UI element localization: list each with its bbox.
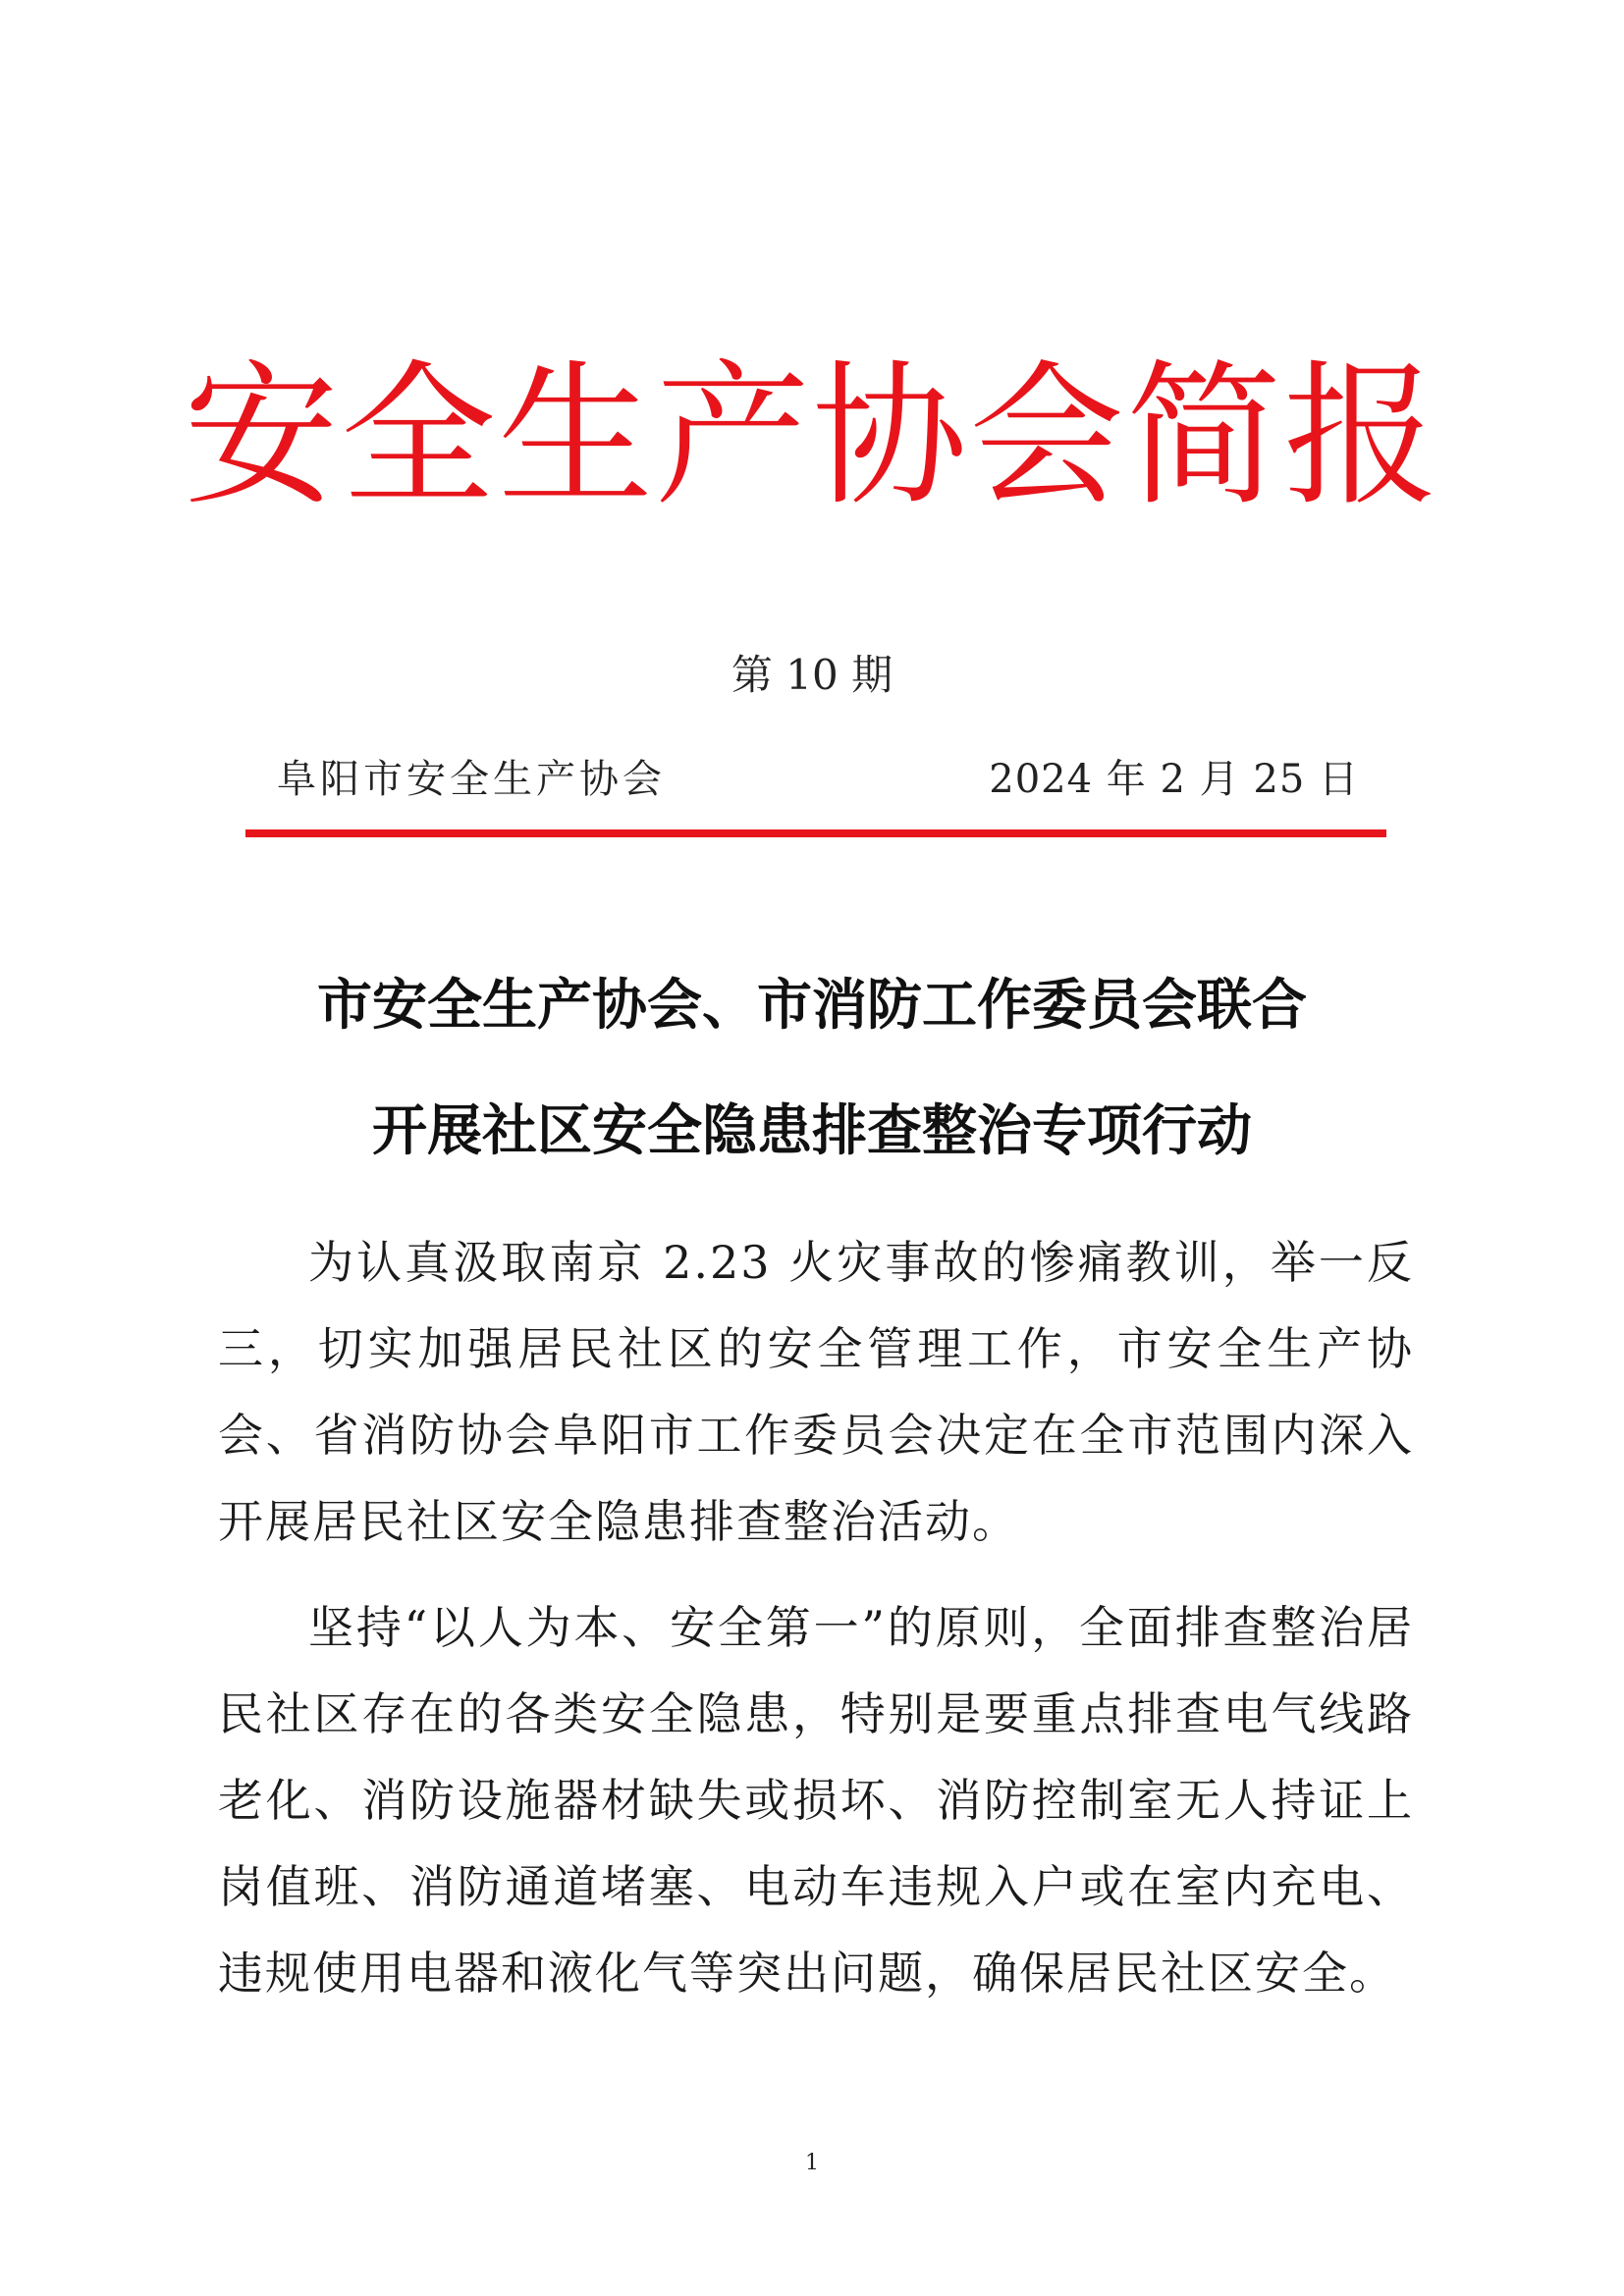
bulletin-masthead-title: 安全生产协会简报 — [184, 347, 1440, 527]
article-headline-line-1: 市安全生产协会、市消防工作委员会联合 — [317, 974, 1307, 1038]
issuing-organization: 阜阳市安全生产协会 — [277, 757, 666, 802]
article-headline-line-2: 开展社区安全隐患排查整治专项行动 — [372, 1099, 1252, 1163]
issue-number: 第 10 期 — [731, 651, 893, 699]
article-paragraph-2: 坚持“以人为本、安全第一”的原则，全面排查整治居民社区存在的各类安全隐患，特别是要重点排查电气线路老化、消防设施器材缺失或损坏、消防控制室无人持证上岗值班、消防通道堵塞、电动车违规入户或在室内充电、违规使用电器和液化气等突出问题，确保居民社区安全。 — [218, 1601, 1414, 2000]
masthead-divider — [245, 829, 1386, 837]
issue-date: 2024 年 2 月 25 日 — [989, 757, 1359, 802]
page-number: 1 — [805, 2151, 819, 2175]
article-paragraph-1: 为认真汲取南京 2.23 火灾事故的惨痛教训，举一反三，切实加强居民社区的安全管理工作，市安全生产协会、省消防协会阜阳市工作委员会决定在全市范围内深入开展居民社区安全隐患排查整治活动。 — [218, 1236, 1414, 1548]
